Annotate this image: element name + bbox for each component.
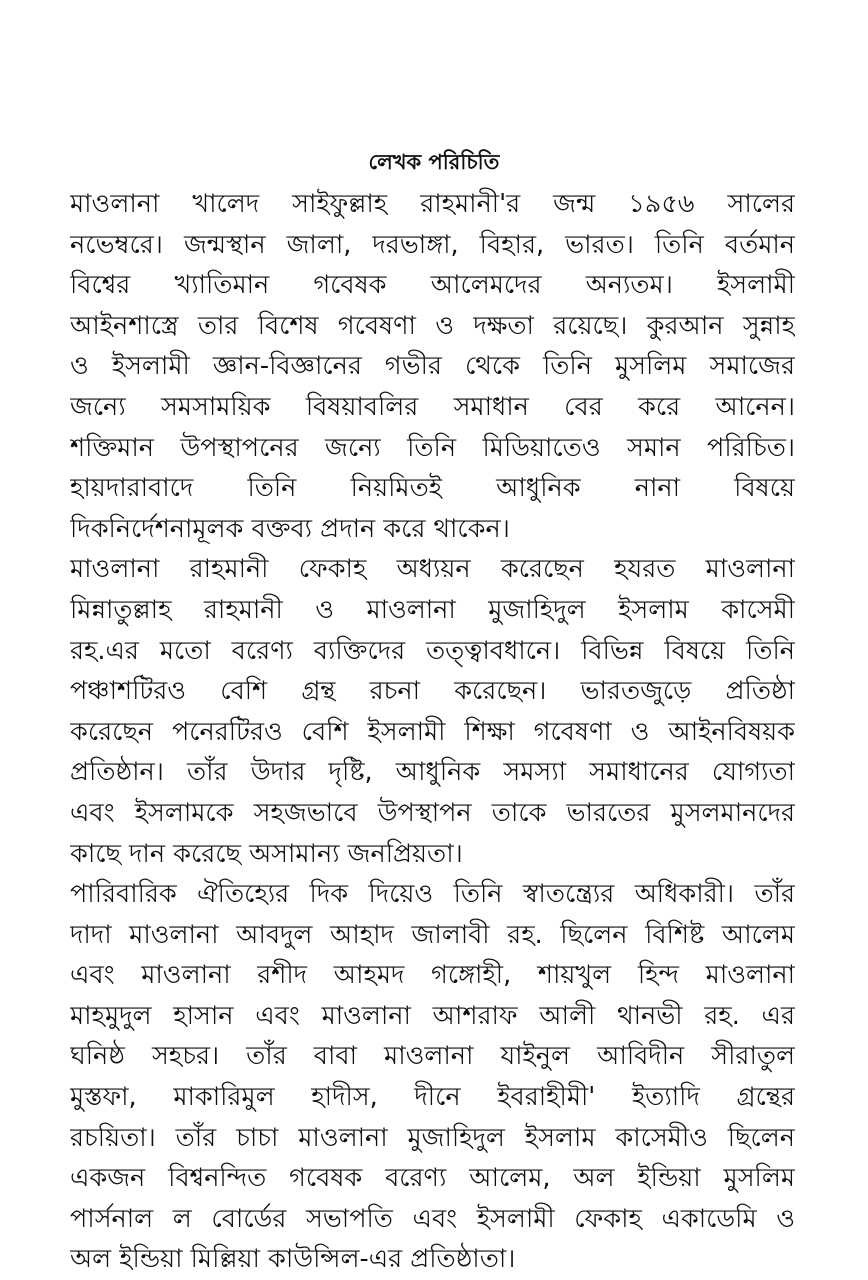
paragraph-family-heritage	[70, 874, 795, 1280]
paragraph-birth-and-scholarship	[70, 184, 795, 549]
text-line: শক্তিমান উপস্থাপনের জন্যে তিনি মিডিয়াতেও সমান পরিচিত।	[70, 432, 795, 463]
text-line: একজন বিশ্বনন্দিত গবেষক বরেণ্য আলেম, অল ইন্ডিয়া মুসলিম	[70, 1163, 795, 1194]
text-line: অল ইন্ডিয়া মিল্লিয়া কাউন্সিল-এর প্রতিষ্ঠাতা।	[70, 1244, 516, 1275]
text-line: ও ইসলামী জ্ঞান-বিজ্ঞানের গভীর থেকে তিনি মুসলিম সমাজের	[70, 351, 795, 382]
text-line: মাওলানা খালেদ সাইফুল্লাহ রাহমানী'র জন্ম ১৯৫৬ সালের	[70, 189, 795, 219]
text-line: রচয়িতা। তাঁর চাচা মাওলানা মুজাহিদুল ইসলাম কাসেমীও ছিলেন	[70, 1122, 795, 1153]
text-line: হায়দারাবাদে তিনি নিয়মিতই আধুনিক নানা বিষয়ে	[70, 473, 795, 504]
text-line: পারিবারিক ঐতিহ্যের দিক দিয়েও তিনি স্বাতন্ত্র্যের অধিকারী। তাঁর	[70, 879, 795, 910]
text-line: পঞ্চাশটিরও বেশি গ্রন্থ রচনা করেছেন। ভারতজুড়ে প্রতিষ্ঠা	[70, 676, 795, 707]
text-line: মিন্নাতুল্লাহ রাহমানী ও মাওলানা মুজাহিদুল ইসলাম কাসেমী	[70, 594, 795, 625]
author-bio-text	[70, 184, 795, 1280]
text-line: ঘনিষ্ঠ সহচর। তাঁর বাবা মাওলানা যাইনুল আবিদীন সীরাতুল	[70, 1041, 795, 1072]
text-line: রহ.এর মতো বরেণ্য ব্যক্তিদের তত্ত্বাবধানে। বিভিন্ন বিষয়ে তিনি	[70, 635, 795, 666]
text-line: এবং মাওলানা রশীদ আহমদ গঙ্গোহী, শায়খুল হিন্দ মাওলানা	[70, 960, 795, 991]
text-line: দাদা মাওলানা আবদুল আহাদ জালাবী রহ. ছিলেন বিশিষ্ট আলেম	[70, 919, 795, 950]
text-line: এবং ইসলামকে সহজভাবে উপস্থাপন তাকে ভারতের মুসলমানদের	[70, 797, 795, 828]
text-line: জন্যে সমসাময়িক বিষয়াবলির সমাধান বের করে আনেন।	[70, 391, 795, 422]
text-line: নভেম্বরে। জন্মস্থান জালা, দরভাঙ্গা, বিহার, ভারত। তিনি বর্তমান	[70, 229, 795, 260]
text-line: মুস্তফা, মাকারিমুল হাদীস, দীনে ইবরাহীমী' ইত্যাদি গ্রন্থের	[70, 1082, 795, 1113]
text-line: বিশ্বের খ্যাতিমান গবেষক আলেমদের অন্যতম। ইসলামী	[70, 270, 795, 301]
text-line: পার্সনাল ল বোর্ডের সভাপতি এবং ইসলামী ফেকাহ একাডেমি ও	[70, 1203, 795, 1234]
paragraph-education-and-works	[70, 549, 795, 874]
text-line: দিকনির্দেশনামূলক বক্তব্য প্রদান করে থাকেন।	[70, 513, 510, 544]
text-line: প্রতিষ্ঠান। তাঁর উদার দৃষ্টি, আধুনিক সমস্যা সমাধানের যোগ্যতা	[70, 757, 795, 788]
text-line: আইনশাস্ত্রে তার বিশেষ গবেষণা ও দক্ষতা রয়েছে। কুরআন সুন্নাহ	[70, 310, 795, 341]
page-title: লেখক পরিচিতি	[368, 150, 500, 174]
text-line: মাহমুদুল হাসান এবং মাওলানা আশরাফ আলী থানভী রহ. এর	[70, 1000, 795, 1031]
text-line: কাছে দান করেছে অসামান্য জনপ্রিয়তা।	[70, 838, 463, 869]
text-line: করেছেন পনেরটিরও বেশি ইসলামী শিক্ষা গবেষণা ও আইনবিষয়ক	[70, 716, 795, 747]
text-line: মাওলানা রাহমানী ফেকাহ অধ্যয়ন করেছেন হযরত মাওলানা	[70, 554, 795, 585]
